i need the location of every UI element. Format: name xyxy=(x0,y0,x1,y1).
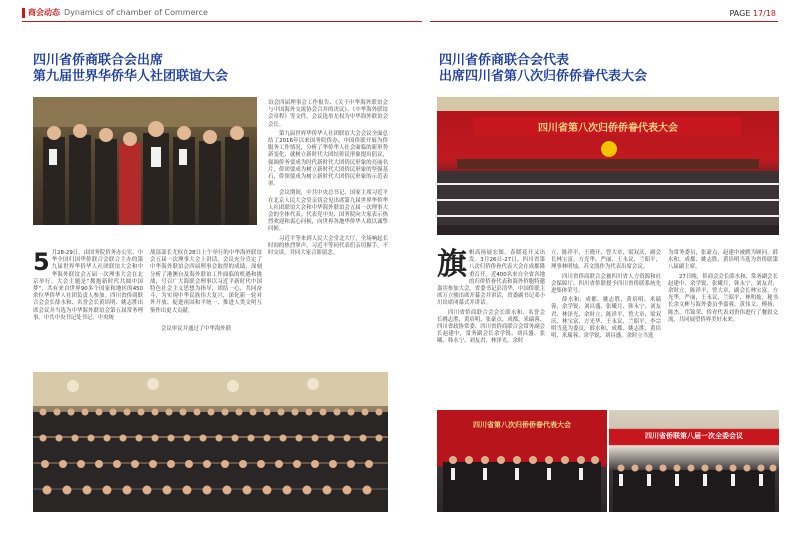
left-col1-text: 月28-29日，由国务院侨务办公室、中华全国归国华侨联合会联合主办的第九届世界华侨华人社团联谊大会和中华海外联谊会五届一次理事大会在北京举行。大会主题是“拥抱新时代共圆中国梦”，共有来自世界90多个国家和地区的450余位华侨华人社团负责人参加。四川省侨商联合会会长薛水和、名誉会长黄培明、姚志胜出席会议并当选为中华海外联谊会第五届常务理事。中共中央书记处书记、中央统 xyxy=(33,250,143,321)
right-col1b-text: 四川省侨商联合会会长薛水和、名誉会长姚志胜、黄培明、张豪点、成都、米瑞蓉、四川省政协常委、四川省侨商联合会常务副会长赵建中，常务副会长余学锐、刘昌盛、张曦、韩永宁、刘友君、林泽光、余时 xyxy=(437,309,545,345)
right-col-1 xyxy=(437,247,545,346)
photo-leader-greeting-art xyxy=(33,97,257,225)
photo-group-delegates xyxy=(33,372,388,512)
section-title-cn: 商会动态 xyxy=(28,8,60,17)
header-rule-right xyxy=(430,21,778,22)
photo-group-delegates-art xyxy=(33,372,388,512)
left-col-2 xyxy=(150,250,262,333)
left-col3d-text: 习近平等来到人民大会堂北大厅，全场响起长时间的热烈掌声。习近平等同代表们亲切握手，不时交谈，并同大家合影留念。 xyxy=(268,235,388,257)
photo-congress-hall xyxy=(437,97,779,235)
congress-group-banner: 四川省第八次归侨侨眷代表大会 xyxy=(473,421,571,429)
right-col2-text: 立、陈祥平、王晓开、曾大章、梁双庆，副会长林宝富、方光华、严丽、王永议、兰昭平，理事林明灿、苏文凯作为代表出席会议。 xyxy=(551,250,661,271)
left-col3-text: 谊会四届理事会工作报告、《关于中华海外联谊会与中国海外交流协会合并的决议》、《中华海外联谊会章程》等文件。会议选举尤权为中华海外联谊会会长。 xyxy=(268,100,388,128)
right-col3-text: 为常务委员，张豪点、赵建中被聘为顾问，薛水和、成都、姚志胜、黄培明当选为省侨联第八届副主席。 xyxy=(668,250,778,271)
photo-committee-group xyxy=(609,410,779,512)
header-rule-left xyxy=(22,21,422,22)
left-col3c-text: 会议期间，中共中央总书记、国家主席习近平在北京人民大会堂亲切会见出席第九届世界华侨华人社团联谊大会和中华海外联谊会五届一次理事大会的全体代表。代表党中央、国务院向大家表示热烈欢迎和衷心问候，向世界各地华侨华人致以诚挚问候。 xyxy=(268,190,388,233)
photo-congress-hall-art xyxy=(437,97,779,235)
right-col2b-text: 四川省侨商联合会被四川省人力资源和社会保障厅、四川省侨联授予四川省侨联系统先进集体荣号。 xyxy=(551,273,661,295)
committee-banner: 四川省侨联第八届一次全委会议 xyxy=(645,432,743,440)
hall-banner-text: 四川省第八次归侨侨眷代表大会 xyxy=(538,123,678,134)
left-title-line1: 四川省侨商联合会出席 xyxy=(33,53,164,68)
right-col-3 xyxy=(668,250,778,324)
left-col3b-text: 第九届世界华侨华人社团联谊大会会议全面总结了2016年以来国务院侨办、中国侨联开展为侨服务工作情况，分析了华侨华人社会面临的新形势新变化，就树立新时代大团结侨民形象提出倡议，强调侨务要成为时代新时代大团侨民形象的亮丽名片，侨团要成为树立新时代大团侨民形象的坚强基石，侨领要成为树立新时代大团侨民形象的示范表率。 xyxy=(268,130,388,188)
page-label: PAGE xyxy=(729,9,751,18)
right-title-line1: 四川省侨商联合会代表 xyxy=(439,53,570,68)
left-col2-text: 战部部长尤权在28日上午举行的中华海外联谊会五届一次理事大会上讲话。会议充分肯定了中华海外联谊会四届理事会取得的成绩，深刻分析了港澳台及海外联谊工作面临的机遇和挑战，号召广大海联会理事以习近平新时代中国特色社会主义思想为指导，团结一心，共同奋斗，为实现中华民族伟大复兴，深化新一轮对外开放、促进祖国和平统一、推进人类文明互鉴作出更大贡献。 xyxy=(150,250,262,314)
left-col2b-text: 会议审议并通过了中华海外联 xyxy=(161,325,232,332)
page-indicator xyxy=(729,9,776,18)
photo-leader-greeting xyxy=(33,97,257,225)
right-title-line2: 出席四川省第八次归侨侨眷代表大会 xyxy=(439,69,648,84)
right-col3b-text: 27日晚，侨商会会长薛水和、常务副会长赵建中、余学锐、张曦月，韩永宁，刘友君，余时立，陈祥平，曾大章，副会长林宝富，方光华，严丽，王永议，兰昭平，林明灿，秘书长余文彬与海外委员李嘉蓉、黄伟文、傅扬、陈杰、邝锦荣、侨青代表刘贵伟进行了餐叙交流，共同展望侨界美好未来。 xyxy=(668,273,778,323)
left-dropcap: 5 xyxy=(33,248,50,276)
photo-committee-group-art xyxy=(609,410,779,512)
page-numbers: 17/18 xyxy=(752,9,776,18)
section-marker xyxy=(22,8,25,18)
right-dropcap: 旗 xyxy=(437,247,467,282)
left-article-title xyxy=(33,53,293,85)
left-col-3 xyxy=(268,100,388,257)
photo-congress-group xyxy=(437,410,607,512)
section-header xyxy=(22,7,208,18)
right-article-title xyxy=(439,53,769,85)
photo-congress-group-art xyxy=(437,410,607,512)
right-col1-text: 帜高扬展宏图，春暖花开又出发。3月26日-27日，四川省第八次归侨侨眷代表大会在成都隆重召开。近400名来自全省各地的归侨侨眷代表和海外侨胞特邀嘉宾参加大会。省委书记彭清华、中国侨联主席万立骏出席开幕会并讲话，省委副书记邓小川出席闭幕式并讲话。 xyxy=(437,250,545,307)
section-title-en: Dynamics of chamber of Commerce xyxy=(64,8,208,17)
right-col2c-text: 薛水和、成都、姚志胜、黄培明、米瑞蓉、余学锐、刘昌盛、张曦月、韩永宁、刘友君、林泽光、余时立、陈祥平、曾大章、梁双庆、林宝富、方光华、王永议、兰昭平、李宗明当选为委员，薛水和、成都、姚志胜、黄培明、米瑞蓉、余学锐、刘昌盛、余时立当选 xyxy=(551,297,661,340)
left-col-1 xyxy=(33,250,143,322)
left-title-line2: 第九届世界华侨华人社团联谊大会 xyxy=(33,69,229,84)
right-col-2 xyxy=(551,250,661,340)
